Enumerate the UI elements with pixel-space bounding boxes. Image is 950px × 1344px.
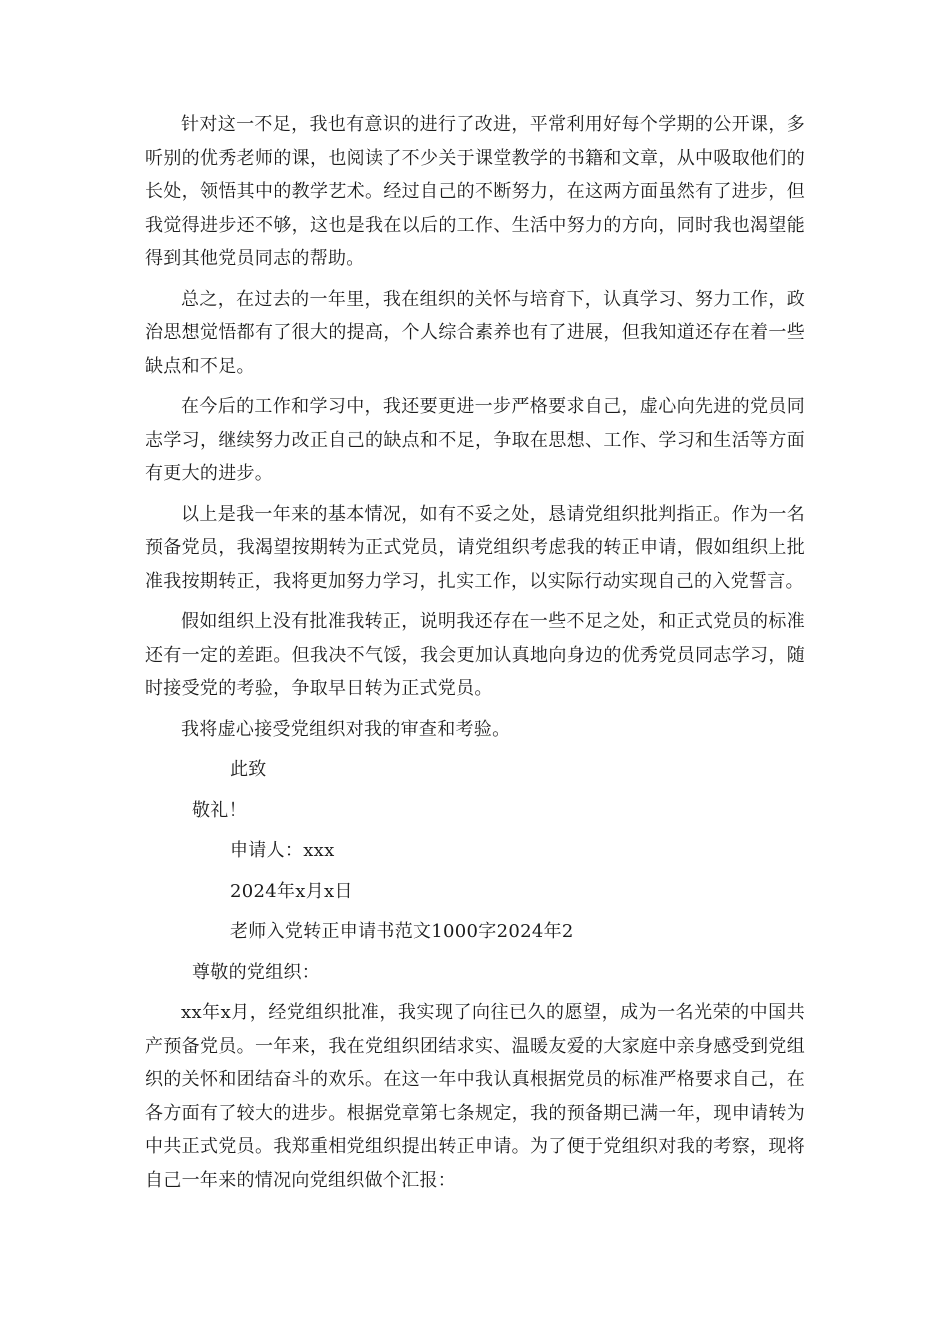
paragraph-improvement: 针对这一不足，我也有意识的进行了改进，平常利用好每个学期的公开课，多听别的优秀老师的课，也阅读了不少关于课堂教学的书籍和文章，从中吸取他们的长处，领悟其中的教学艺术。经过自己的不断努力，在这两方面虽然有了进步，但我觉得进步还不够，这也是我在以后的工作、生活中努力的方向，同时我也渴望能得到其他党员同志的帮助。 <box>145 114 805 269</box>
closing-text: 此致 <box>230 759 267 780</box>
paragraph-accept-review: 我将虚心接受党组织对我的审查和考验。 <box>181 718 511 740</box>
paragraph-request: 以上是我一年来的基本情况，如有不妥之处，恳请党组织批判指正。作为一名预备党员，我渴望按期转为正式党员，请党组织考虑我的转正申请，假如组织上批准我按期转正，我将更加努力学习，扎实工作，以实际行动实现自己的入党誓言。 <box>145 503 805 592</box>
paragraph-not-approved: 假如组织上没有批准我转正，说明我还存在一些不足之处，和正式党员的标准还有一定的差距。但我决不气馁，我会更加认真地向身边的优秀党员同志学习，随时接受党的考验，争取早日转为正式党员。 <box>145 611 805 699</box>
next-document-title: 老师入党转正申请书范文1000字2024年2 <box>230 921 574 942</box>
paragraph-summary: 总之，在过去的一年里，我在组织的关怀与培育下，认真学习、努力工作，政治思想觉悟都有了很大的提高，个人综合素养也有了进展，但我知道还存在着一些缺点和不足。 <box>145 288 805 377</box>
document-page <box>145 108 805 1204</box>
salute-text: 敬礼！ <box>192 799 247 821</box>
applicant-line: 申请人：xxx <box>230 840 335 861</box>
paragraph-opening-report: xx年x月，经党组织批准，我实现了向往已久的愿望，成为一名光荣的中国共产预备党员。一年来，我在党组织团结求实、温暖友爱的大家庭中亲身感受到党组织的关怀和团结奋斗的欢乐。在这一年中我认真根据党员的标准严格要求自己，在各方面有了较大的进步。根据党章第七条规定，我的预备期已满一年，现申请转为中共正式党员。我郑重相党组织提出转正申请。为了便于党组织对我的考察，现将自己一年来的情况向党组织做个汇报： <box>145 1002 805 1191</box>
paragraph-future: 在今后的工作和学习中，我还要更进一步严格要求自己，虚心向先进的党员同志学习，继续努力改正自己的缺点和不足，争取在思想、工作、学习和生活等方面有更大的进步。 <box>145 396 805 484</box>
greeting-line: 尊敬的党组织： <box>192 961 321 983</box>
date-line: 2024年x月x日 <box>230 880 353 902</box>
